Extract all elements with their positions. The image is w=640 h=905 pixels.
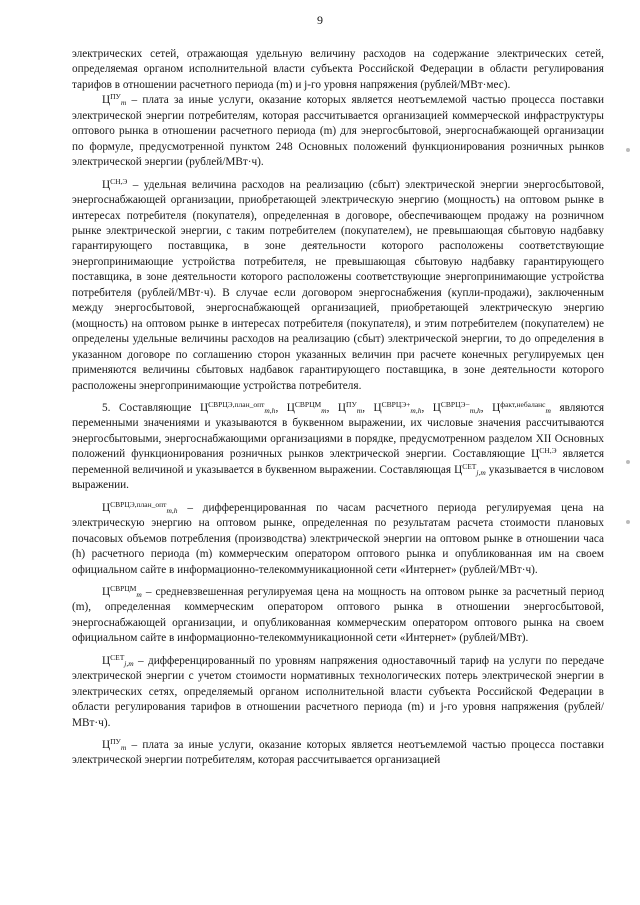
paragraph-1: электрических сетей, отражающая удельную величину расходов на содержание электрических сетей, определяемая органом исполнительной власти субъекта Российской Федерации в области регулирования тарифов в отношении расчетного периода (m) и j-го уровня напряжения (рублей/МВт·мес). xyxy=(72,48,604,91)
symbol-c-sn: $Ц^{СН,Э}$ xyxy=(102,176,128,191)
scan-speck xyxy=(626,148,630,152)
paragraph-sn-definition: $Ц^{СН,Э}$ – удельная величина расходов на реализацию (сбыт) электрической энергии энергосбытовой, энергоснабжающей организации, приобретающей электрическую энергию (мощность) на оптовом рынке в интересах потребителя (покупателя), определенная в договоре, обеспечивающем продажу на розничном рынке электрической энергии, с таким потребителем (покупателем), не превышающая сбытовую надбавку гарантирующего поставщика, в зоне деятельности которого расположены соответствующие энергопринимающие устройства потребителя, не превышающая сбытовую надбавку гарантирующего поставщика, в зоне деятельности которого расположены соответствующие энергопринимающие устройства потребителя (рублей/МВт·ч). В случае если договором энергоснабжения (купли-продажи), заключенным между энергосбытовой, энергоснабжающей организацией, приобретающей электрическую энергию (мощность) на оптовом рынке в интересах потребителя (покупателя), и этим потребителем (покупателем) не определены удельные величины расходов на реализацию (сбыт) электрической энергии, то до определения в указанном договоре по соглашению сторон указанных величин при расчете конечных регулируемых цен применяются величины сбытовых надбавок гарантирующего поставщика, в зоне деятельности которого расположены энергопринимающие устройства потребителя. xyxy=(72,176,605,392)
symbol-c-pu-2: $Ц^{ПУ}_m$ xyxy=(337,399,363,415)
scan-speck xyxy=(626,520,630,524)
symbol-c-pu: $Ц^{ПУ}_m$ xyxy=(102,92,127,108)
symbol-c-svrcz-plan-2: $Ц^{СВРЦЭ,план\_опт}_{m,h}$ xyxy=(102,499,178,515)
page-body xyxy=(72,47,604,769)
symbol-c-svrcz-plus: $Ц^{СВРЦЭ+}_{m,h}$ xyxy=(373,399,422,415)
paragraph-5: 5. Составляющие $Ц^{СВРЦЭ,план\_опт}_{m,h}$, $Ц^{СВРЦМ}_m$, $Ц^{ПУ}_m$, $Ц^{СВРЦЭ+}_{m,h}$, $Ц^{СВРЦЭ-}_{m,h}$, $Ц^{факт,небаланс}_m$ являются переменными значениями и указываются в буквенном выражении, их числовые значения рассчитываются энергосбытовыми, энергоснабжающими организациями в порядке, предусмотренном разделом XII Основных положений функционирования розничных рынков электрической энергии. Составляющие $Ц^{СН,Э}$ является переменной величиной и указывается в буквенном выражении. Составляющая $Ц^{СЕТ}_{j,m}$ указывается в числовом выражении. xyxy=(72,399,605,492)
symbol-c-pu-3: $Ц^{ПУ}_m$ xyxy=(102,737,127,753)
symbol-c-sn-2: $Ц^{СН,Э}$ xyxy=(531,446,557,461)
symbol-c-svrcz-minus: $Ц^{СВРЦЭ-}_{m,h}$ xyxy=(432,399,481,415)
paragraph-svrcm-definition: $Ц^{СВРЦМ}_m$ – средневзвешенная регулируемая цена на мощность на оптовом рынке за расчетный период (m), определенная коммерческим оператором оптового рынка в отношении энергосбытовой, энергоснабжающей организации, и опубликованная коммерческим оператором оптового рынка на своем официальном сайте в информационно-телекоммуникационной сети «Интернет» (рублей/МВт). xyxy=(72,583,605,645)
symbol-c-svrcm: $Ц^{СВРЦМ}_m$ xyxy=(286,399,327,415)
symbol-c-svrcz-plan: $Ц^{СВРЦЭ,план\_опт}_{m,h}$ xyxy=(199,399,276,415)
symbol-c-fakt: $Ц^{факт,небаланс}_m$ xyxy=(492,399,551,415)
paragraph-svrcz-plan-definition: $Ц^{СВРЦЭ,план\_опт}_{m,h}$ – дифференцированная по часам расчетного периода регулируемая цена на электрическую энергию на оптовом рынке, определенная по результатам расчета стоимости плановых почасовых объемов потребления (производства) электрической энергии на оптовом рынке в отношении часа (h) расчетного периода (m) коммерческим оператором оптового рынка и опубликованная им на своем официальном сайте в информационно-телекоммуникационной сети «Интернет» (рублей/МВт·ч). xyxy=(72,499,604,576)
symbol-c-svrcm-2: $Ц^{СВРЦМ}_m$ xyxy=(102,583,142,599)
page-number: 9 xyxy=(317,13,323,27)
paragraph-set-definition: $Ц^{СЕТ}_{j,m}$ – дифференцированный по уровням напряжения одноставочный тариф на услуги по передаче электрической энергии с учетом стоимости нормативных технологических потерь электрической энергии в электрических сетях, определяемый органом исполнительной власти субъекта Российской Федерации в области регулирования тарифов в отношении расчетного периода (m) и j-го уровня напряжения (рублей/МВт·ч). xyxy=(72,652,604,729)
symbol-c-set-2: $Ц^{СЕТ}_{j,m}$ xyxy=(102,652,134,668)
paragraph-pu-definition: $Ц^{ПУ}_m$ – плата за иные услуги, оказание которых является неотъемлемой частью процесса поставки электрической энергии потребителям, которая рассчитывается организацией коммерческой инфраструктуры оптового рынка в отношении расчетного периода (m) для энергосбытовой, энергоснабжающей организации по формуле, предусмотренной пунктом 248 Основных положений функционирования розничных рынков электрической энергии (рублей/МВт·ч). xyxy=(72,92,604,169)
paragraph-pu-definition-2: $Ц^{ПУ}_m$ – плата за иные услуги, оказание которых является неотъемлемой частью процесса поставки электрической энергии потребителям, которая рассчитывается организацией xyxy=(72,737,604,767)
scan-speck xyxy=(626,460,630,464)
symbol-c-set: $Ц^{СЕТ}_{j,m}$ xyxy=(454,461,486,477)
